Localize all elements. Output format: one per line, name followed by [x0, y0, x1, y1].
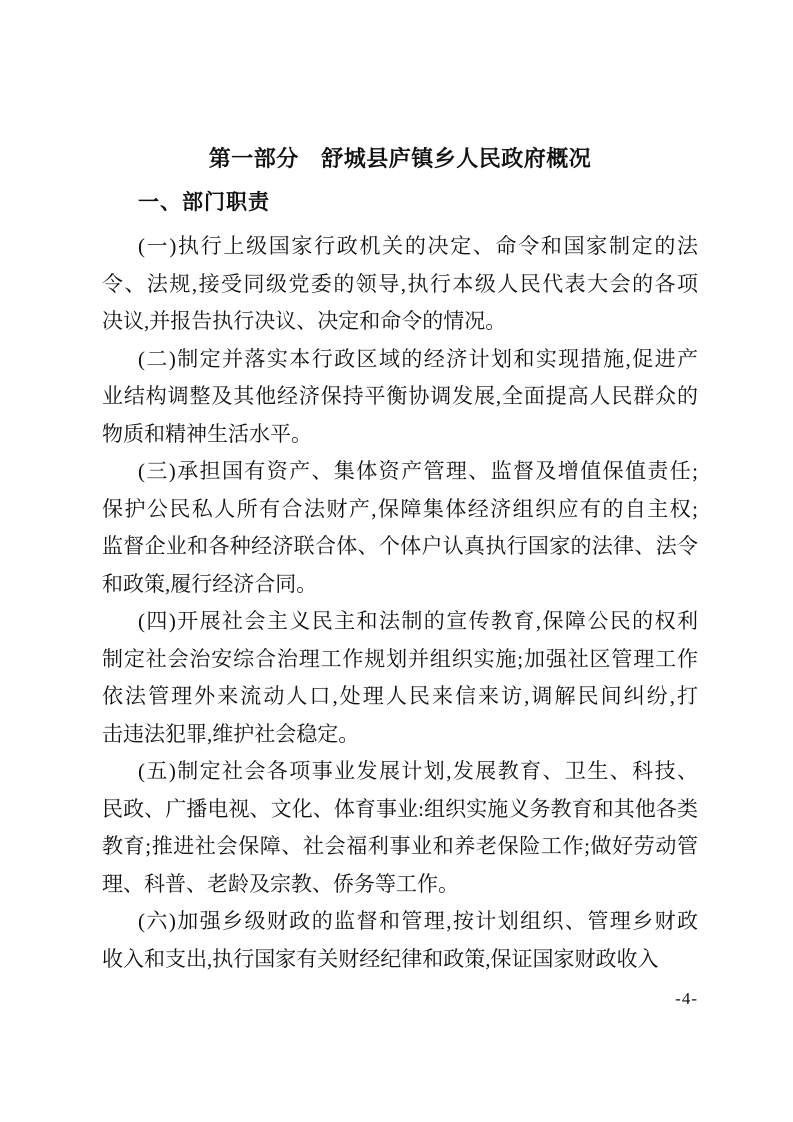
text-line: 理、科普、老龄及宗教、侨务等工作。	[102, 871, 459, 896]
document-content	[0, 144, 793, 978]
text-line: (三)承担国有资产、集体资产管理、监督及增值保值责任;	[138, 459, 698, 483]
paragraph	[102, 453, 698, 603]
page-title: 第一部分 舒城县庐镇乡人民政府概况	[208, 146, 592, 171]
text-line: 监督企业和各种经济联合体、个体户认真执行国家的法律、法令	[102, 534, 698, 558]
text-line: 收入和支出,执行国家有关财经纪律和政策,保证国家财政收入	[102, 946, 659, 971]
text-line: 令、法规,接受同级党委的领导,执行本级人民代表大会的各项	[102, 271, 698, 296]
text-line: (五)制定社会各项事业发展计划,发展教育、卫生、科技、	[138, 759, 698, 783]
paragraph	[102, 603, 698, 753]
text-line: 民政、广播电视、文化、体育事业:组织实施义务教育和其他各类	[102, 796, 698, 821]
text-line: (四)开展社会主义民主和法制的宣传教育,保障公民的权利	[138, 609, 698, 633]
paragraph	[102, 228, 698, 341]
text-line: (二)制定并落实本行政区域的经济计划和实现措施,促进产	[138, 346, 698, 371]
text-line: 击违法犯罪,维护社会稳定。	[102, 721, 360, 746]
text-line: 依法管理外来流动人口,处理人民来信来访,调解民间纠纷,打	[102, 684, 698, 708]
text-line: (一)执行上级国家行政机关的决定、命令和国家制定的法	[138, 234, 698, 258]
text-line: (六)加强乡级财政的监督和管理,按计划组织、管理乡财政	[138, 909, 698, 933]
text-line: 教育;推进社会保障、社会福利事业和养老保险工作;做好劳动管	[102, 834, 698, 858]
text-line: 业结构调整及其他经济保持平衡协调发展,全面提高人民群众的	[102, 384, 698, 408]
text-line: 保护公民私人所有合法财产,保障集体经济组织应有的自主权;	[102, 496, 698, 521]
document-body	[102, 228, 698, 978]
paragraph	[102, 753, 698, 903]
text-line: 和政策,履行经济合同。	[102, 571, 318, 596]
text-line: 制定社会治安综合治理工作规划并组织实施;加强社区管理工作	[102, 646, 698, 671]
text-line: 物质和精神生活水平。	[102, 421, 312, 446]
section-heading: 一、部门职责	[138, 191, 270, 214]
text-line: 决议,并报告执行决议、决定和命令的情况。	[102, 309, 507, 333]
paragraph	[102, 903, 698, 978]
page-number: -4-	[675, 989, 698, 1008]
paragraph	[102, 341, 698, 454]
